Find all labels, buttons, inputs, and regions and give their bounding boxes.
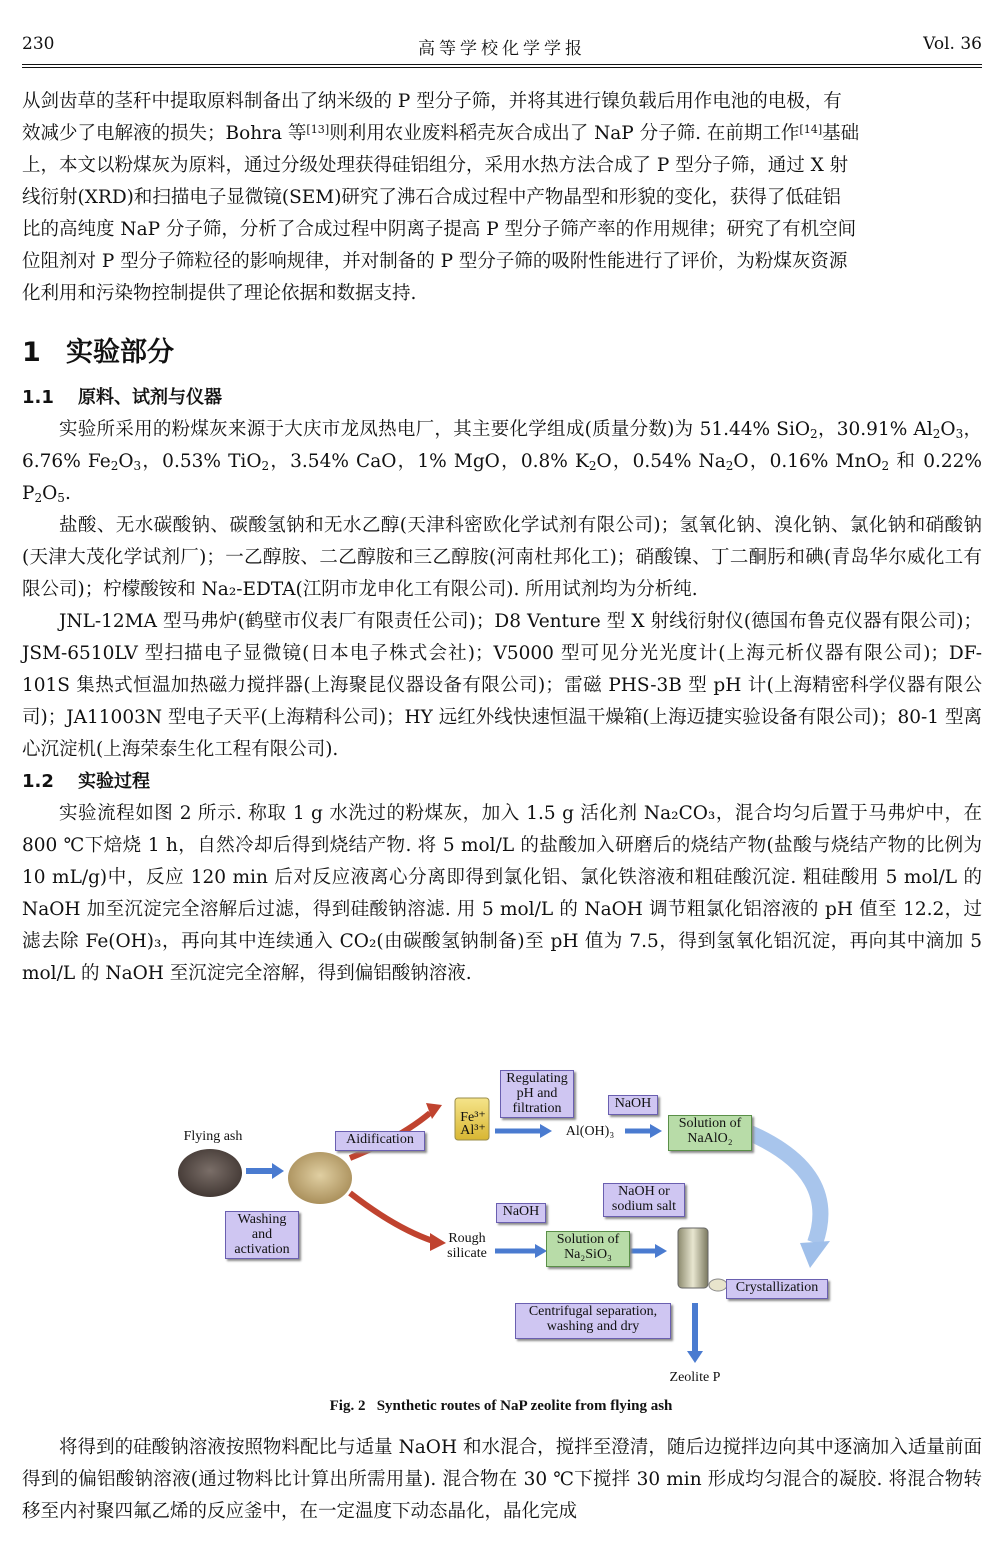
figure-caption <box>0 1398 1002 1415</box>
box-washing-activation: Washing and activation <box>225 1211 299 1259</box>
flying-ash-pile <box>178 1149 242 1197</box>
intro-line: 化利用和污染物控制提供了理论依据和数据支持. <box>22 283 417 304</box>
box-regulating-ph: Regulating pH and filtration <box>500 1070 574 1118</box>
citation-14[interactable]: [14] <box>799 122 823 136</box>
label-rough-silicate: Rough silicate <box>447 1231 487 1261</box>
intro-line: 从剑齿草的茎秆中提取原料制备出了纳米级的 P 型分子筛，并将其进行镍负载后用作电池的电极，有 <box>22 91 842 112</box>
box-aidification: Aidification <box>335 1131 425 1151</box>
box-crystallization: Crystallization <box>726 1279 828 1299</box>
arrow-to-silicate-branch <box>350 1193 433 1241</box>
arrow-to-reactor <box>750 1133 820 1243</box>
intro-line: 效减少了电解液的损失；Bohra 等[13]则利用农业废料稻壳灰合成出了 NaP 分子筛. 在前期工作[14]基础 <box>22 122 860 144</box>
instruments-paragraph: JNL-12MA 型马弗炉(鹤壁市仪表厂有限责任公司)；D8 Venture 型 X 射线衍射仪(德国布鲁克仪器有限公司)；JSM-6510LV 型扫描电子显微镜(日本电子株式会社)；V5000 型可见分光光度计(上海元析仪器有限公司)；DF-101S 集热式恒温加热磁力搅拌器(上海聚昆仪器设备有限公司)；雷磁 PHS-3B 型 pH 计(上海精密科学仪器有限公司)；JA11003N 型电子天平(上海精科公司)；HY 远红外线快速恒温干燥箱(上海迈捷实验设备有限公司)；80-1 型离心沉淀机(上海荣泰生化工程有限公司). <box>22 611 982 760</box>
header-rule-lower <box>22 67 982 68</box>
intro-paragraph <box>22 86 982 310</box>
label-fe-al-ions: Fe³⁺ Al³⁺ <box>460 1110 486 1138</box>
subsection-heading-1-2: 1.2 实验过程 <box>22 771 150 792</box>
page-number: 230 <box>22 34 55 54</box>
caption-number: Fig. 2 <box>329 1398 366 1414</box>
label-aloh3: Al(OH)₃ <box>565 1124 615 1139</box>
intro-line: 比的高纯度 NaP 分子筛，分析了合成过程中阴离子提高 P 型分子筛产率的作用规律；研究了有机空间 <box>22 219 857 240</box>
header-rule <box>22 64 982 65</box>
section-1-1 <box>22 382 982 990</box>
box-centrifugal-separation: Centrifugal separation, washing and dry <box>515 1303 671 1339</box>
label-flying-ash: Flying ash <box>183 1129 243 1144</box>
box-naoh-mid: NaOH <box>496 1203 546 1223</box>
journal-title: 高等学校化学学报 <box>418 39 586 59</box>
label-zeolite-p: Zeolite P <box>669 1370 721 1385</box>
caption-text: Synthetic routes of NaP zeolite from flying ash <box>376 1398 673 1414</box>
reagents-paragraph: 盐酸、无水碳酸钠、碳酸氢钠和无水乙醇(天津科密欧化学试剂有限公司)；氢氧化钠、溴化钠、氯化钠和硝酸钠(天津大茂化学试剂厂)；一乙醇胺、二乙醇胺和三乙醇胺(河南杜邦化工)；硝酸镍、丁二酮肟和碘(青岛华尔威化工有限公司)；柠檬酸铵和 Na₂-EDTA(江阴市龙申化工有限公司). 所用试剂均为分析纯. <box>22 515 982 600</box>
section-heading-1: 1 实验部分 <box>22 337 174 368</box>
composition-paragraph: 实验所采用的粉煤灰来源于大庆市龙凤热电厂，其主要化学组成(质量分数)为 51.44% SiO$_2$，30.91% $Al_2O_3$，6.76% $Fe_2O_3$，0.53% TiO$_2$，3.54% CaO，1% MgO，0.8% $K_2O$，0.54% $Na_2O$，0.16% MnO$_2$ 和 0.22% $P_2O_5$. <box>22 419 982 505</box>
intro-line: 位阻剂对 P 型分子筛粒径的影响规律，并对制备的 P 型分子筛的吸附性能进行了评价，为粉煤灰资源 <box>22 251 848 272</box>
intro-line: 线衍射(XRD)和扫描电子显微镜(SEM)研究了沸石合成过程中产物晶型和形貌的变化，获得了低硅铝 <box>22 187 841 208</box>
procedure-paragraph: 实验流程如图 2 所示. 称取 1 g 水洗过的粉煤灰，加入 1.5 g 活化剂 Na₂CO₃，混合均匀后置于马弗炉中，在 800 ℃下焙烧 1 h，自然冷却后得到烧结产物. 将 5 mol/L 的盐酸加入研磨后的烧结产物(盐酸与烧结产物的比例为 10 mL/g)中，反应 120 min 后对反应液离心分离即得到氯化铝、氯化铁溶液和粗硅酸沉淀. 粗硅酸用 5 mol/L 的 NaOH 加至沉淀完全溶解后过滤，得到硅酸钠溶滤. 用 5 mol/L 的 NaOH 调节粗氯化铝溶液的 pH 值至 12.2，过滤去除 Fe(OH)₃，再向其中连续通入 CO₂(由碳酸氢钠制备)至 pH 值为 7.5，得到氢氧化铝沉淀，再向其中滴加 5 mol/L 的 NaOH 至沉淀完全溶解，得到偏铝酸钠溶液. <box>22 803 982 984</box>
running-header <box>22 34 982 64</box>
figure-2 <box>150 1063 850 1393</box>
citation-13[interactable]: [13] <box>306 122 330 136</box>
volume-label: Vol. 36 <box>923 34 982 54</box>
box-naoh-top: NaOH <box>608 1095 658 1115</box>
activated-powder-pile <box>288 1152 352 1204</box>
subsection-heading-1-1: 1.1 原料、试剂与仪器 <box>22 387 222 408</box>
reactor-icon <box>678 1228 708 1288</box>
box-naalo2-solution: Solution of NaAlO₂ <box>668 1115 752 1151</box>
post-figure-paragraph <box>22 1432 982 1528</box>
intro-line: 上，本文以粉煤灰为原料，通过分级处理获得硅铝组分，采用水热方法合成了 P 型分子筛，通过 X 射 <box>22 155 849 176</box>
gel-preparation-paragraph: 将得到的硅酸钠溶液按照物料配比与适量 NaOH 和水混合，搅拌至澄清，随后边搅拌边向其中逐滴加入适量前面得到的偏铝酸钠溶液(通过物料比计算出所需用量). 混合物在 30 ℃下搅拌 30 min 形成均匀混合的凝胶. 将混合物转移至内衬聚四氟乙烯的反应釜中，在一定温度下动态晶化，晶化完成 <box>22 1437 982 1522</box>
box-na2sio3-solution: Solution of Na₂SiO₃ <box>546 1231 630 1267</box>
box-naoh-or-sodium-salt: NaOH or sodium salt <box>603 1183 685 1217</box>
